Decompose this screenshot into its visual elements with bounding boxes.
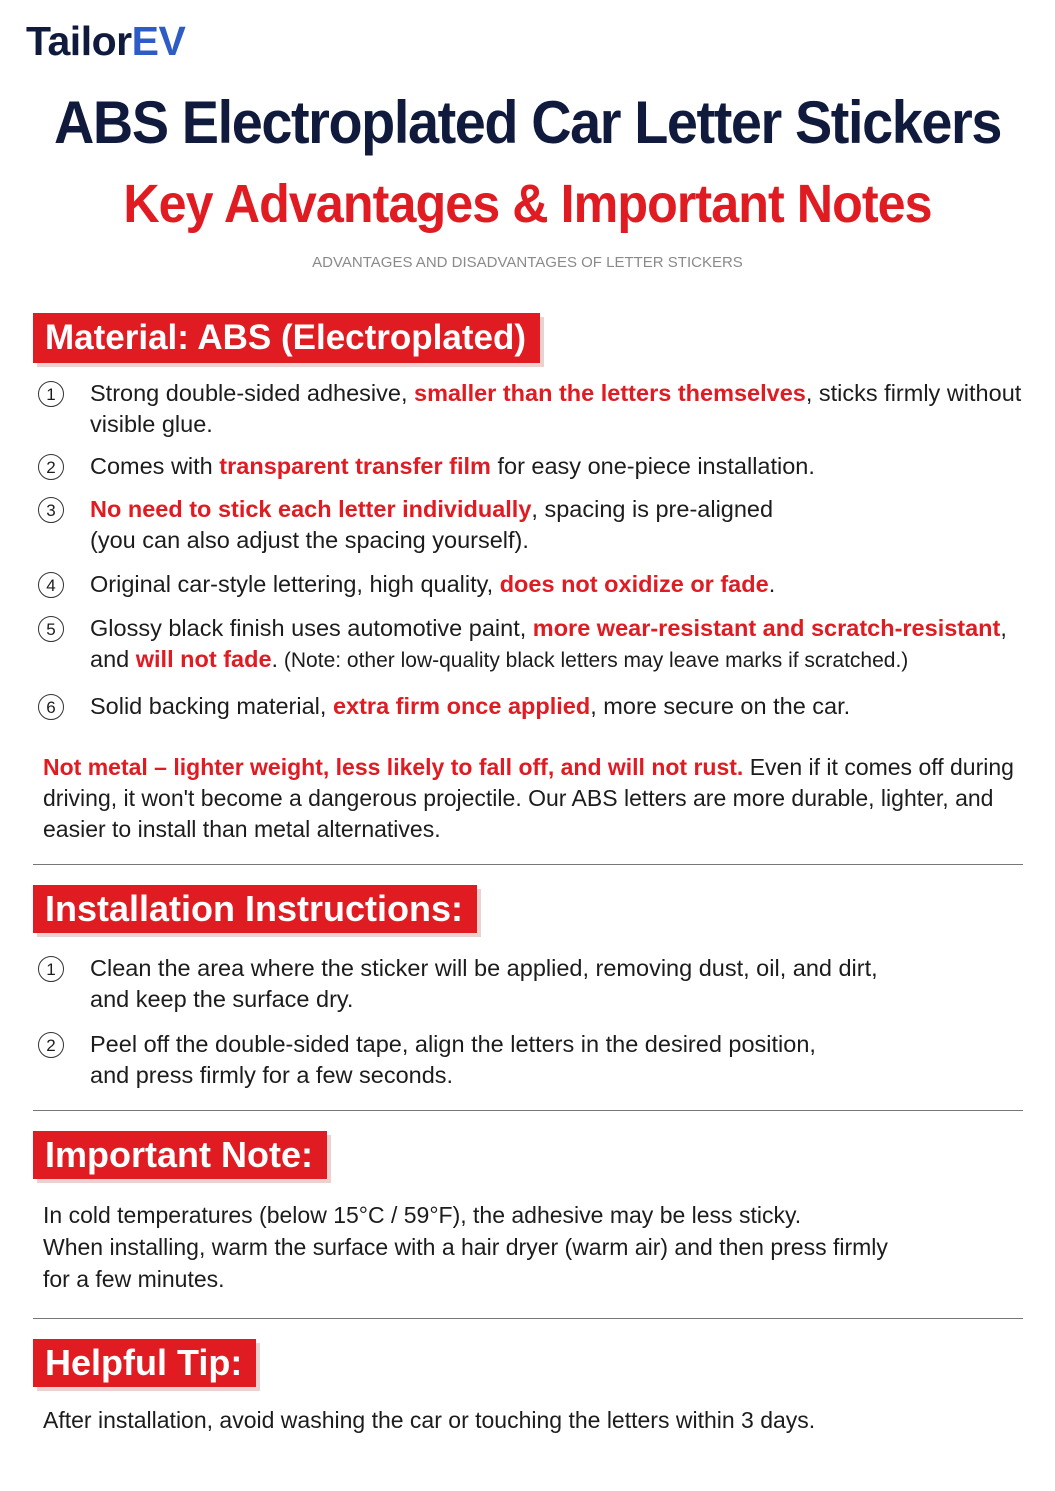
item-text: Comes with [90, 453, 220, 479]
item-number: 1 [38, 956, 64, 982]
note-line: When installing, warm the surface with a hair dryer (warm air) and then press firmly [43, 1234, 888, 1260]
item-number: 1 [38, 381, 64, 407]
page-tagline: ADVANTAGES AND DISADVANTAGES OF LETTER STICKERS [312, 254, 743, 271]
note-line: In cold temperatures (below 15°C / 59°F), the adhesive may be less sticky. [43, 1202, 802, 1228]
brand-logo-part1: Tailor [26, 18, 132, 64]
item-text: Glossy black finish uses automotive paint, [90, 615, 533, 641]
installation-heading: Installation Instructions: [33, 885, 477, 933]
item-highlight: does not oxidize or fade [499, 571, 769, 597]
material-heading: Material: ABS (Electroplated) [33, 313, 540, 363]
divider [33, 1318, 1023, 1319]
item-text: , more secure on the car. [590, 693, 851, 719]
item-number: 2 [38, 454, 64, 480]
metal-paragraph [43, 752, 1033, 845]
item-text: and press firmly for a few seconds. [90, 1062, 454, 1088]
item-text: for easy one-piece installation. [490, 453, 815, 479]
item-text: . [271, 646, 279, 672]
metal-text: Even if it comes off during driving, it won't become a dangerous projectile. Our ABS letters are more durable, lighter, and easier to install than metal alternatives. [43, 754, 1014, 842]
item-highlight: more wear-resistant and scratch-resistant [532, 615, 1001, 641]
item-text: Peel off the double-sided tape, align the letters in the desired position, [90, 1031, 816, 1057]
note-line: for a few minutes. [43, 1266, 225, 1292]
item-text: , sticks firmly without visible glue. [90, 380, 1022, 437]
item-text: Strong double-sided adhesive, [90, 380, 414, 406]
item-highlight: No need to stick each letter individually [90, 496, 532, 522]
item-text: and keep the surface dry. [90, 986, 354, 1012]
note-paragraph [43, 1199, 1033, 1295]
item-highlight: extra firm once applied [332, 693, 591, 719]
brand-logo [26, 18, 185, 65]
tip-heading: Helpful Tip: [33, 1339, 256, 1387]
brand-logo-part2: EV [131, 18, 186, 64]
divider [33, 1110, 1023, 1111]
item-highlight: smaller than the letters themselves [414, 380, 806, 406]
item-text: Solid backing material, [90, 693, 333, 719]
item-text: and [90, 646, 136, 672]
item-number: 3 [38, 497, 64, 523]
item-text: Clean the area where the sticker will be applied, removing dust, oil, and dirt, [90, 955, 878, 981]
item-text: , spacing is pre-aligned [531, 496, 774, 522]
item-highlight: transparent transfer film [219, 453, 491, 479]
page-title: ABS Electroplated Car Letter Stickers [54, 89, 1001, 156]
item-note: (Note: other low-quality black letters may leave marks if scratched.) [278, 649, 909, 672]
item-number: 4 [38, 572, 64, 598]
item-text: , [1000, 615, 1007, 641]
divider [33, 864, 1023, 865]
item-number: 5 [38, 616, 64, 642]
item-number: 2 [38, 1032, 64, 1058]
item-number: 6 [38, 694, 64, 720]
item-text: (you can also adjust the spacing yourself). [90, 527, 529, 553]
item-highlight: will not fade [135, 646, 272, 672]
item-text: . [768, 571, 776, 597]
note-heading: Important Note: [33, 1131, 327, 1179]
page-subtitle: Key Advantages & Important Notes [123, 174, 932, 234]
item-text: Original car-style lettering, high quality, [90, 571, 500, 597]
metal-highlight: Not metal – lighter weight, less likely to fall off, and will not rust. [43, 754, 744, 780]
tip-paragraph: After installation, avoid washing the car or touching the letters within 3 days. [43, 1407, 816, 1433]
